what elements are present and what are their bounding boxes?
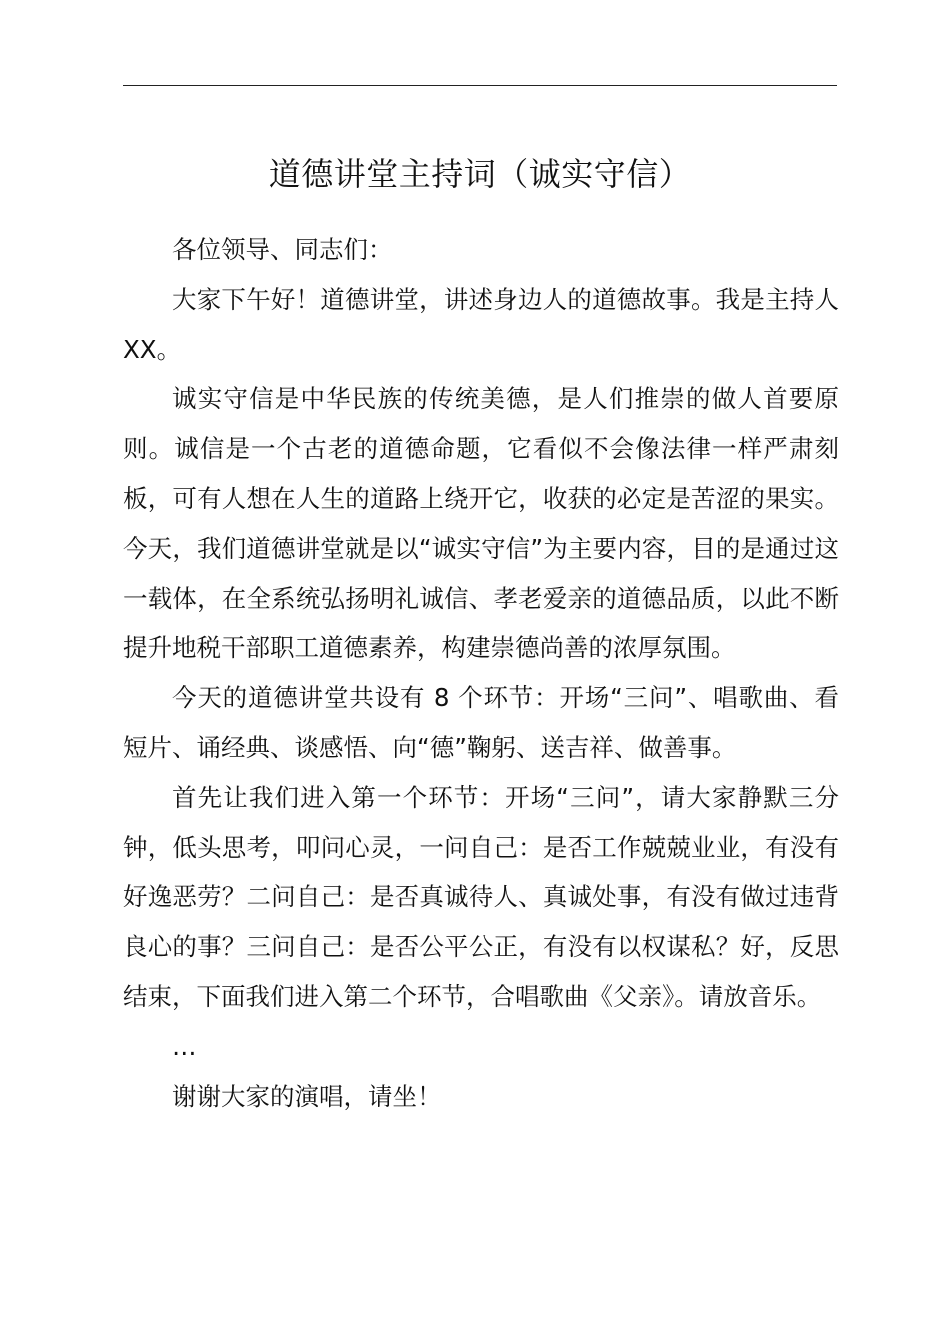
document-title: 道德讲堂主持词（诚实守信） [268, 155, 692, 193]
paragraph-first-segment: 首先让我们进入第一个环节：开场“三问”，请大家静默三分钟，低头思考，叩问心灵，一问自己：是否工作兢兢业业，有没有好逸恶劳？二问自己：是否真诚待人、真诚处事，有没有做过违背良心的事？三问自己：是否公平公正，有没有以权谋私？好，反思结束，下面我们进入第二个环节，合唱歌曲《父亲》。请放音乐。 [123, 782, 839, 1011]
paragraph-greeting: 各位领导、同志们： [172, 235, 393, 264]
document-body [123, 225, 839, 1121]
paragraph-intro: 大家下午好！道德讲堂，讲述身边人的道德故事。我是主持人 XX。 [123, 284, 839, 364]
paragraph-thanks: 谢谢大家的演唱，请坐！ [172, 1081, 442, 1111]
paragraph-theme: 诚实守信是中华民族的传统美德，是人们推崇的做人首要原则。诚信是一个古老的道德命题，它看似不会像法律一样严肃刻板，可有人想在人生的道路上绕开它，收获的必定是苦涩的果实。今天，我们道德讲堂就是以“诚实守信”为主要内容，目的是通过这一载体，在全系统弘扬明礼诚信、孝老爱亲的道德品质，以此不断提升地税干部职工道德素养，构建崇德尚善的浓厚氛围。 [123, 384, 839, 663]
header-rule [123, 85, 837, 86]
paragraph-agenda: 今天的道德讲堂共设有 8 个环节：开场“三问”、唱歌曲、看短片、诵经典、谈感悟、向“德”鞠躬、送吉祥、做善事。 [123, 683, 839, 762]
paragraph-ellipsis: … [172, 1031, 197, 1061]
